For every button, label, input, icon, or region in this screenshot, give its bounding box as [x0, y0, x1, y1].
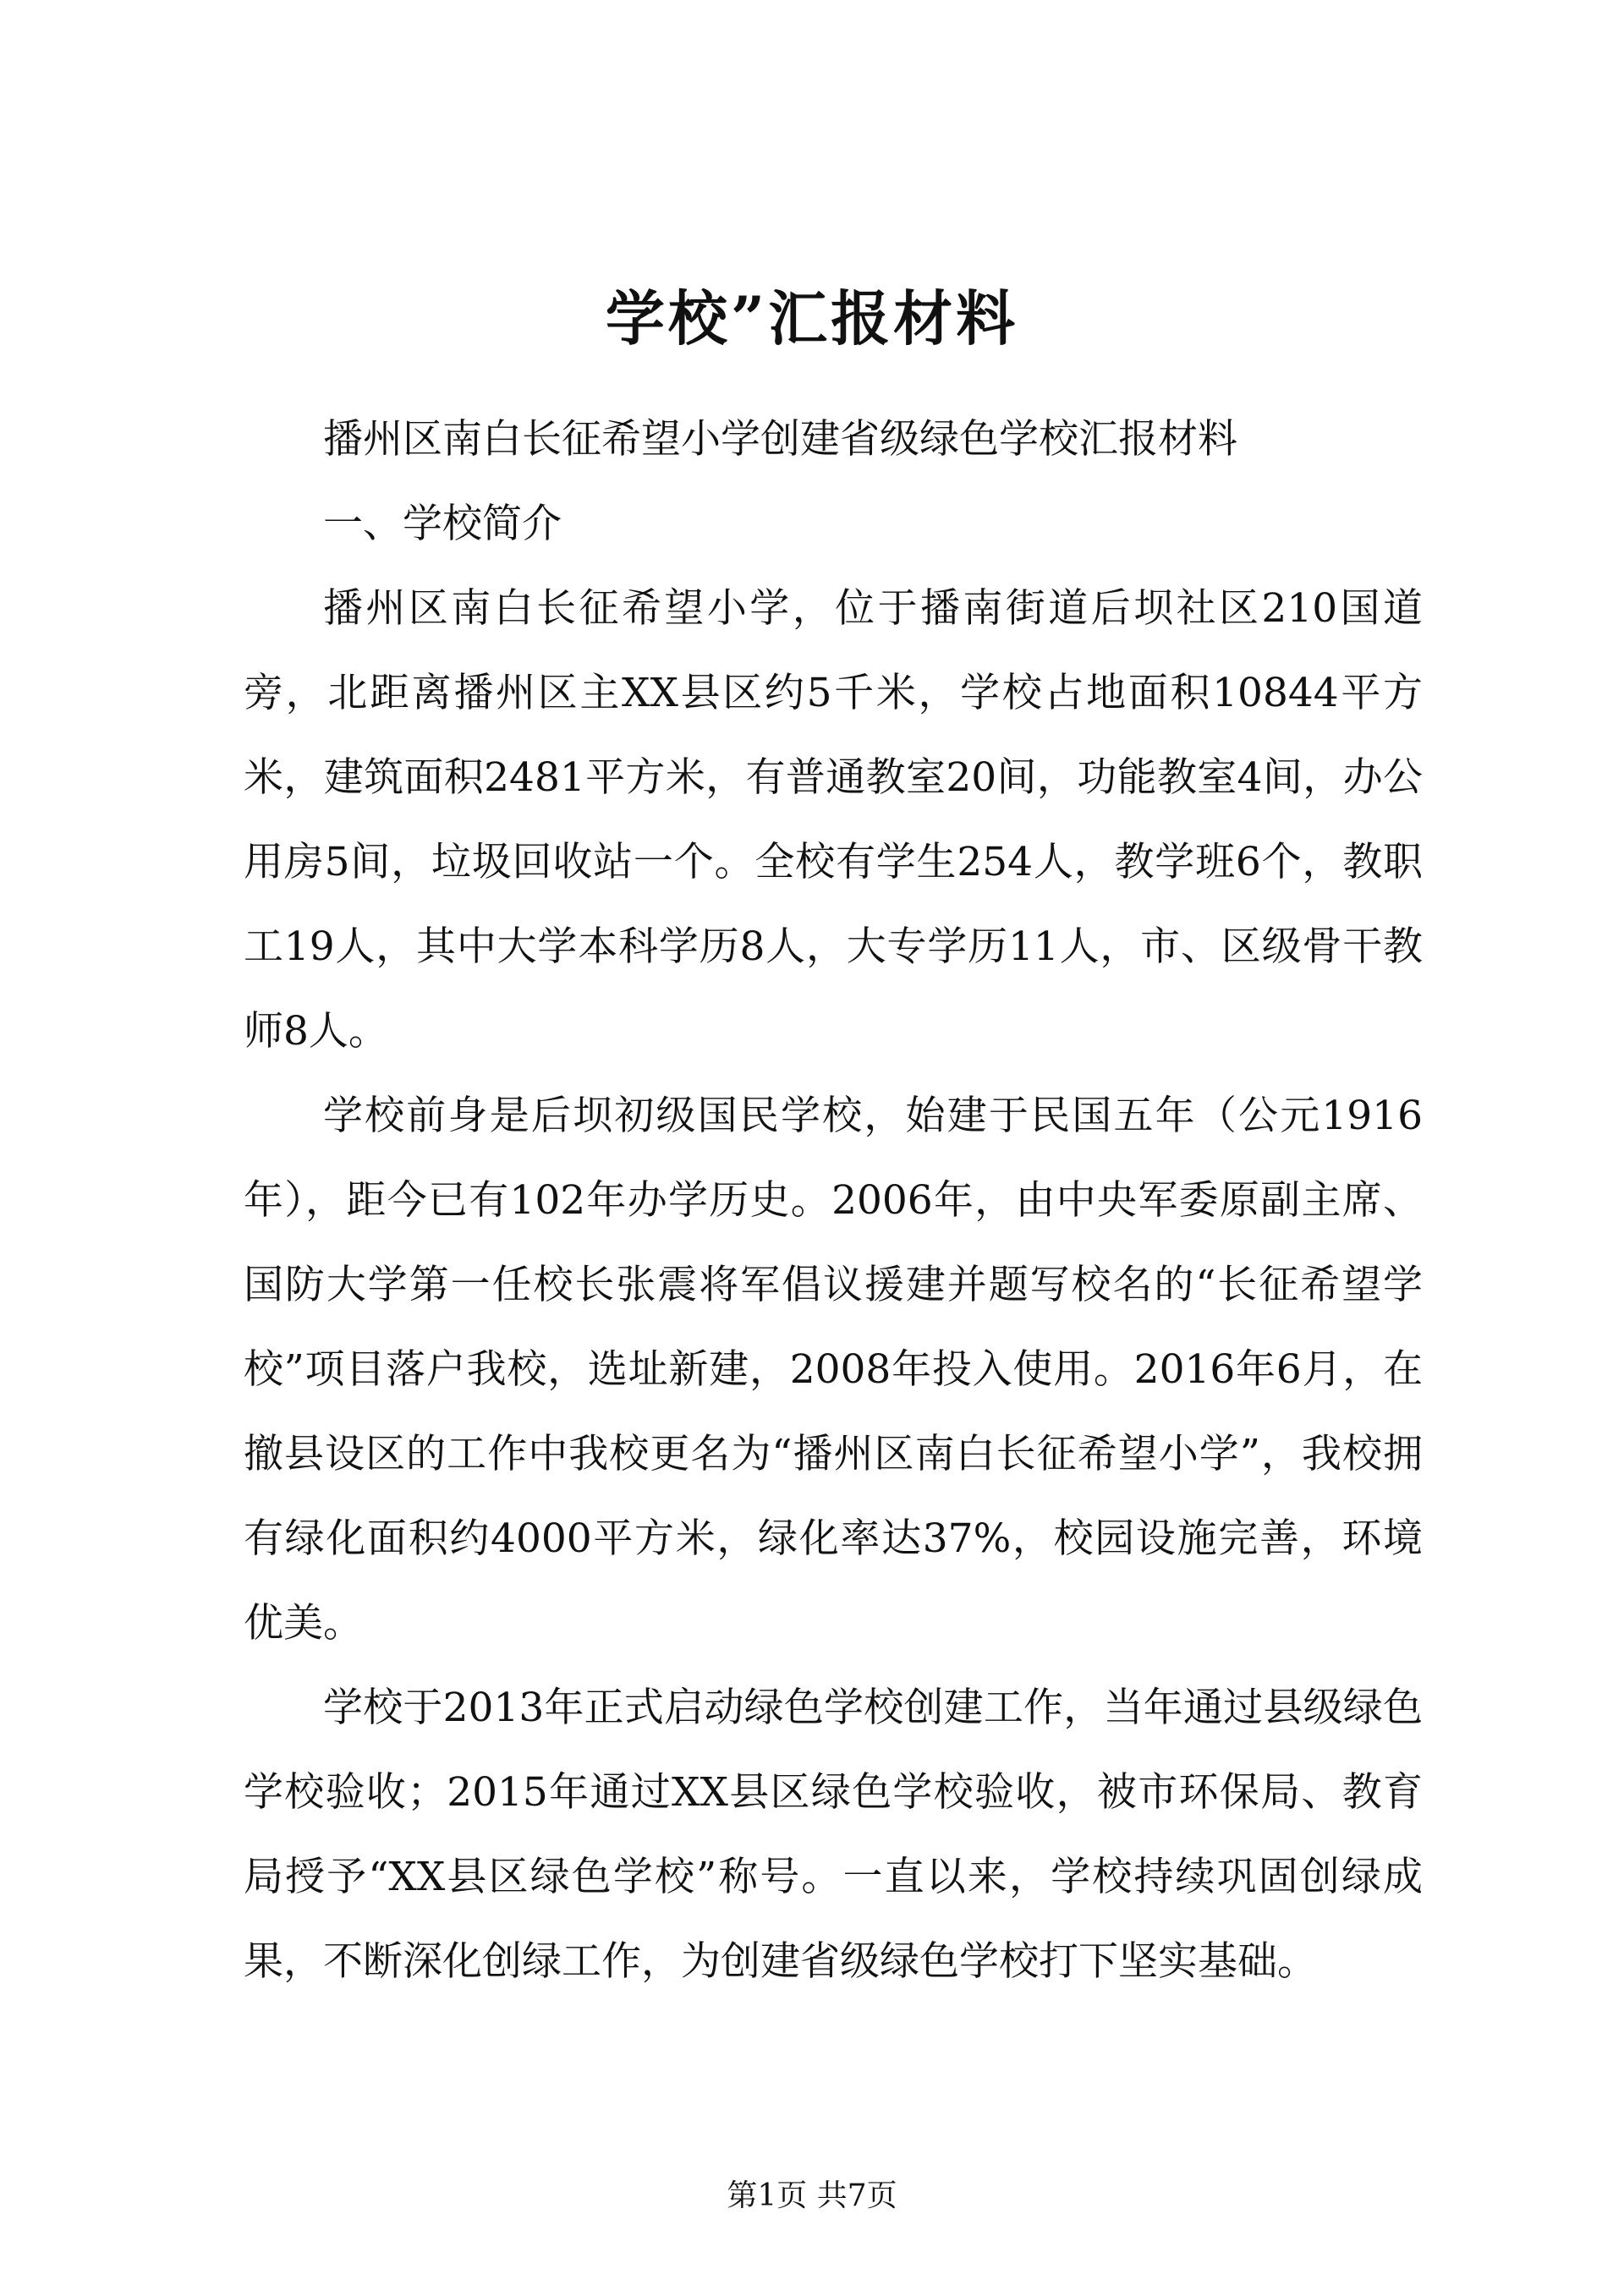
document-subtitle: 播州区南白长征希望小学创建省级绿色学校汇报材料 — [323, 416, 1237, 463]
paragraph-intro: 播州区南白长征希望小学，位于播南街道后坝社区210国道旁，北距离播州区主XX县区约5千米，学校占地面积10844平方米，建筑面积2481平方米，有普通教室20间，功能教室4间，办公用房5间，垃圾回收站一个。全校有学生254人，教学班6个，教职工19人，其中大学本科学历8人，大专学历11人，市、区级骨干教师8人。 — [244, 585, 1423, 1055]
paragraph-green-school: 学校于2013年正式启动绿色学校创建工作，当年通过县级绿色学校验收；2015年通过XX县区绿色学校验收，被市环保局、教育局授予“XX县区绿色学校”称号。一直以来，学校持续巩固创绿成果，不断深化创绿工作，为创建省级绿色学校打下坚实基础。 — [244, 1685, 1423, 1985]
page-number: 第1页 共7页 — [727, 2178, 897, 2213]
paragraph-history: 学校前身是后坝初级国民学校，始建于民国五年（公元1916年），距今已有102年办学历史。2006年，由中央军委原副主席、国防大学第一任校长张震将军倡议援建并题写校名的“长征希望学校”项目落户我校，选址新建，2008年投入使用。2016年6月，在撤县设区的工作中我校更名为“播州区南白长征希望小学”，我校拥有绿化面积约4000平方米，绿化率达37%，校园设施完善，环境优美。 — [244, 1093, 1423, 1647]
section-heading: 一、学校简介 — [323, 501, 562, 547]
page-title: 学校”汇报材料 — [605, 283, 1019, 353]
document-body — [244, 397, 1423, 2004]
